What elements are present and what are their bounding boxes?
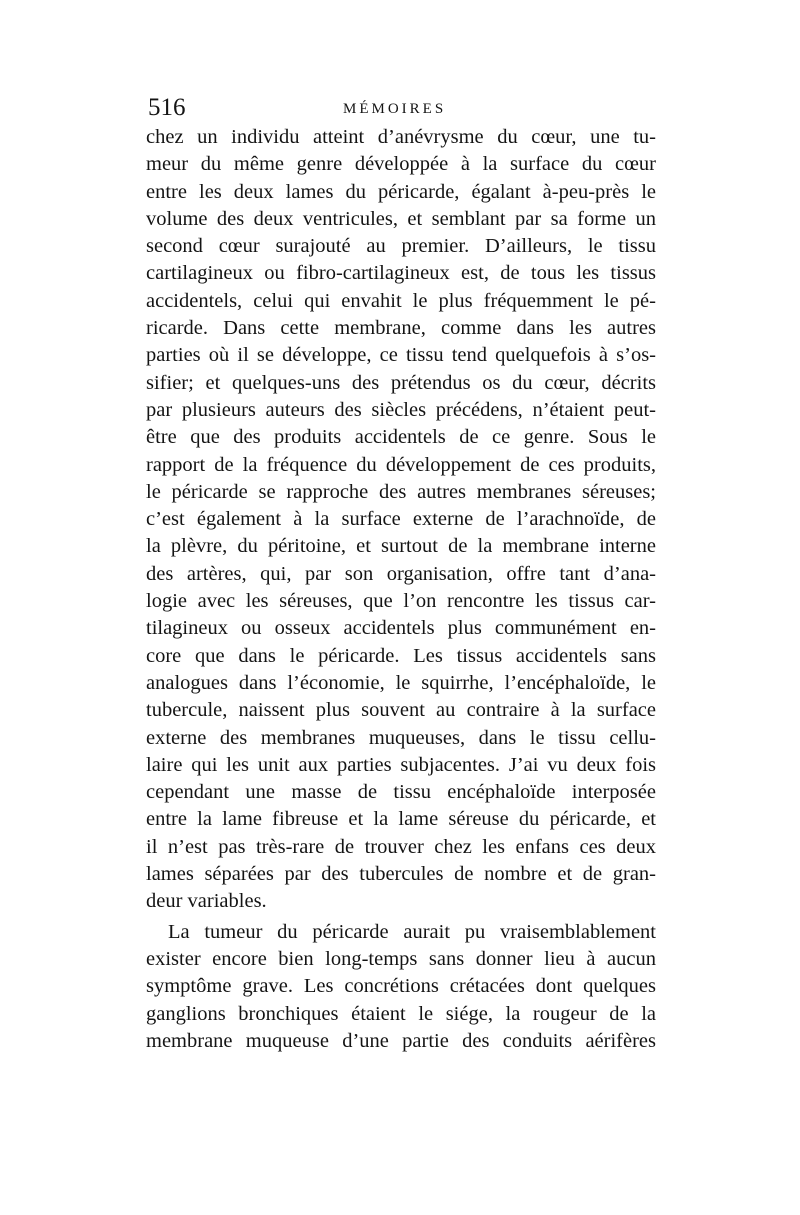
text-line: analogues dans l’économie, le squirrhe, l’encéphaloïde, le xyxy=(146,671,656,694)
text-line: la plèvre, du péritoine, et surtout de la membrane interne xyxy=(146,535,656,558)
text-line: être que des produits accidentels de ce genre. Sous le xyxy=(146,426,656,449)
page-header xyxy=(148,94,658,124)
text-line: meur du même genre développée à la surface du cœur xyxy=(146,153,656,176)
text-line: il n’est pas très-rare de trouver chez les enfans ces deux xyxy=(146,835,656,858)
text-line: tilagineux ou osseux accidentels plus communément en- xyxy=(146,617,656,640)
text-line: ganglions bronchiques étaient le siége, la rougeur de la xyxy=(146,1002,656,1025)
text-line: core que dans le péricarde. Les tissus accidentels sans xyxy=(146,644,656,667)
text-line: deur variables. xyxy=(146,890,267,913)
body-text xyxy=(146,124,656,1055)
paragraph-2 xyxy=(146,919,656,1055)
text-line: ricarde. Dans cette membrane, comme dans les autres xyxy=(146,317,656,340)
text-line: cependant une masse de tissu encéphaloïde interposée xyxy=(146,781,656,804)
text-line: cartilagineux ou fibro-cartilagineux est, de tous les tissus xyxy=(146,262,656,285)
text-line: c’est également à la surface externe de l’arachnoïde, de xyxy=(146,508,656,531)
text-line: lames séparées par des tubercules de nombre et de gran- xyxy=(146,863,656,886)
text-line: le péricarde se rapproche des autres membranes séreuses; xyxy=(146,480,656,503)
text-line: laire qui les unit aux parties subjacentes. J’ai vu deux fois xyxy=(146,753,656,776)
text-line: tubercule, naissent plus souvent au contraire à la surface xyxy=(146,699,656,722)
running-title: MÉMOIRES xyxy=(343,101,447,117)
text-line: symptôme grave. Les concrétions crétacées dont quelques xyxy=(146,975,656,998)
text-line: second cœur surajouté au premier. D’ailleurs, le tissu xyxy=(146,235,656,258)
page-number: 516 xyxy=(148,94,186,121)
text-line: sifier; et quelques-uns des prétendus os du cœur, décrits xyxy=(146,371,656,394)
text-line: exister encore bien long-temps sans donner lieu à aucun xyxy=(146,947,656,970)
text-line: La tumeur du péricarde aurait pu vraisemblablement xyxy=(168,920,656,943)
text-line: rapport de la fréquence du développement de ces produits, xyxy=(146,453,656,476)
text-line: accidentels, celui qui envahit le plus fréquemment le pé- xyxy=(146,289,656,312)
text-line: chez un individu atteint d’anévrysme du cœur, une tu- xyxy=(146,126,656,148)
text-line: volume des deux ventricules, et semblant par sa forme un xyxy=(146,207,656,230)
text-line: par plusieurs auteurs des siècles précédens, n’étaient peut- xyxy=(146,398,656,421)
text-line: externe des membranes muqueuses, dans le tissu cellu- xyxy=(146,726,656,749)
paragraph-1 xyxy=(146,124,656,916)
text-line: logie avec les séreuses, que l’on rencontre les tissus car- xyxy=(146,590,656,613)
text-line: des artères, qui, par son organisation, offre tant d’ana- xyxy=(146,562,656,585)
text-line: membrane muqueuse d’une partie des conduits aérifères xyxy=(146,1029,656,1052)
text-line: entre les deux lames du péricarde, égalant à-peu-près le xyxy=(146,180,656,203)
text-line: parties où il se développe, ce tissu tend quelquefois à s’os- xyxy=(146,344,656,367)
text-line: entre la lame fibreuse et la lame séreuse du péricarde, et xyxy=(146,808,656,831)
